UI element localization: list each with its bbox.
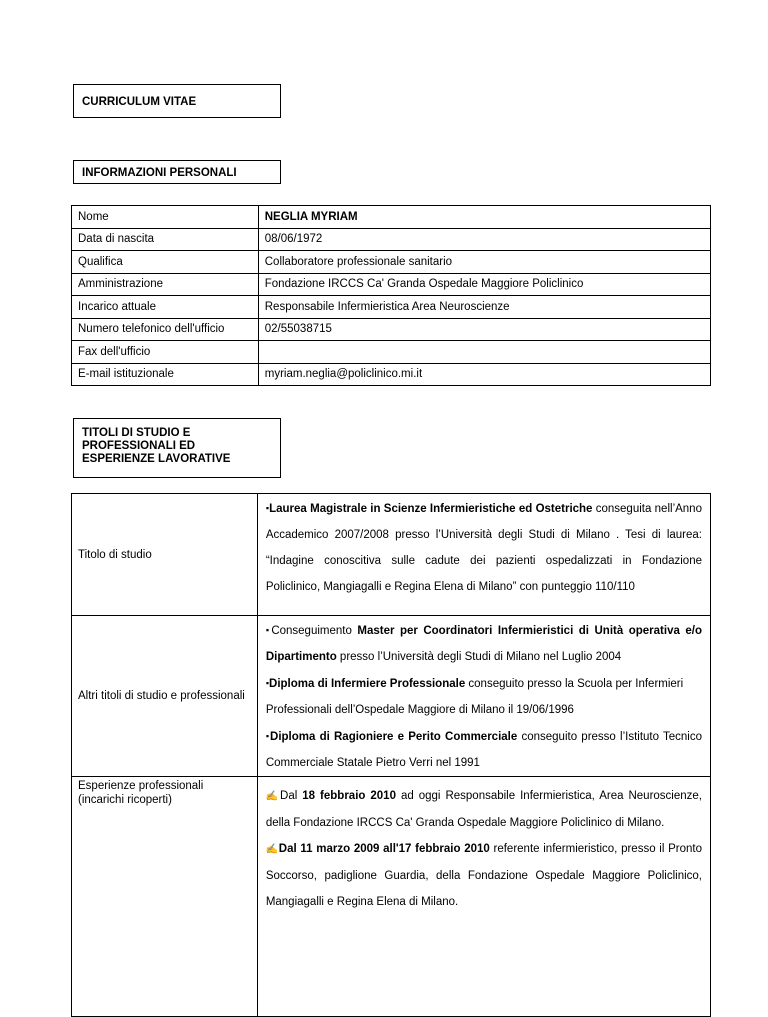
row-value bbox=[257, 616, 710, 777]
cv-title: CURRICULUM VITAE bbox=[82, 96, 197, 108]
experience-details: referente infermieristico, presso il Pronto Soccorso, padiglione Guardia, della Fondazione Ospedale Maggiore Policlinico, Mangiagalli e Regina Elena di Milano. bbox=[265, 843, 702, 908]
row-label: Incarico attuale bbox=[72, 296, 259, 319]
personal-section-title: INFORMAZIONI PERSONALI bbox=[82, 167, 237, 179]
title-entry-post: conseguito presso la Scuola per Infermieri Professionali dell’Ospedale Maggiore di Milano il 19/06/1996 bbox=[265, 678, 684, 716]
table-row bbox=[72, 273, 711, 296]
degree-title: Laurea Magistrale in Scienze Infermieristiche ed Ostetriche bbox=[269, 503, 593, 515]
experience-date: Dal 11 marzo 2009 all'17 febbraio 2010 bbox=[278, 843, 490, 855]
experience-pre: Dal bbox=[280, 790, 303, 802]
experience-label: Esperienze professionali (incarichi ricoperti) bbox=[78, 780, 204, 806]
row-label: Numero telefonico dell'ufficio bbox=[72, 318, 259, 341]
title-entry-bold: Diploma di Infermiere Professionale bbox=[269, 678, 466, 690]
table-row bbox=[72, 494, 711, 616]
degree-entry bbox=[266, 495, 702, 600]
studies-section-title-line: PROFESSIONALI ED bbox=[82, 440, 196, 452]
title-entry bbox=[266, 723, 702, 776]
square-bullet-icon: ▪ bbox=[265, 503, 270, 513]
row-value: NEGLIA MYRIAM bbox=[258, 206, 710, 229]
degree-details: conseguita nell’Anno Accademico 2007/2008 presso l’Università degli Studi di Milano . Tesi di laurea: “Indagine conoscitiva sulle cadute dei pazienti ospedalizzati in Fondazione Policlinico, Mangiagalli e Regina Elena di Milano” con punteggio 110/110 bbox=[265, 503, 702, 593]
experience-details: ad oggi Responsabile Infermieristica, Area Neuroscienze, della Fondazione IRCCS Ca' Granda Ospedale Maggiore Policlinico di Milano. bbox=[265, 790, 702, 829]
row-label: Fax dell'ufficio bbox=[72, 341, 259, 364]
row-label: Qualifica bbox=[72, 251, 259, 274]
square-bullet-icon: ▪ bbox=[265, 731, 271, 741]
table-row bbox=[72, 251, 711, 274]
title-entry bbox=[266, 617, 702, 670]
row-value: 08/06/1972 bbox=[258, 228, 710, 251]
studies-table bbox=[71, 493, 711, 1017]
table-row bbox=[72, 777, 711, 1017]
personal-section-title-box bbox=[73, 160, 281, 184]
pen-bullet-icon: ✍ bbox=[265, 791, 281, 802]
table-row bbox=[72, 363, 711, 386]
row-value: myriam.neglia@policlinico.mi.it bbox=[258, 363, 710, 386]
row-label: Amministrazione bbox=[72, 273, 259, 296]
experience-entry bbox=[266, 783, 702, 836]
title-entry-post: conseguito presso l’Istituto Tecnico Commerciale Statale Pietro Verri nel 1991 bbox=[265, 731, 702, 769]
row-label: Nome bbox=[72, 206, 259, 229]
table-row bbox=[72, 318, 711, 341]
row-value bbox=[257, 777, 710, 1017]
row-label: Data di nascita bbox=[72, 228, 259, 251]
experience-entry bbox=[266, 836, 702, 915]
table-row bbox=[72, 616, 711, 777]
row-value bbox=[257, 494, 710, 616]
table-row bbox=[72, 341, 711, 364]
pen-bullet-icon: ✍ bbox=[265, 844, 279, 855]
row-label: Altri titoli di studio e professionali bbox=[72, 616, 258, 777]
table-row bbox=[72, 206, 711, 229]
studies-section-title-line: ESPERIENZE LAVORATIVE bbox=[82, 453, 231, 465]
row-value: Fondazione IRCCS Ca' Granda Ospedale Maggiore Policlinico bbox=[258, 273, 710, 296]
row-label: E-mail istituzionale bbox=[72, 363, 259, 386]
row-value: Collaboratore professionale sanitario bbox=[258, 251, 710, 274]
table-row bbox=[72, 296, 711, 319]
row-value: Responsabile Infermieristica Area Neuroscienze bbox=[258, 296, 710, 319]
row-label bbox=[72, 777, 258, 1017]
studies-section-title bbox=[82, 427, 230, 466]
title-entry-pre: Conseguimento bbox=[271, 625, 358, 637]
row-label: Titolo di studio bbox=[72, 494, 258, 616]
square-bullet-icon: ▪ bbox=[265, 625, 272, 635]
title-entry bbox=[266, 670, 702, 723]
personal-info-table bbox=[71, 205, 711, 386]
studies-section-title-box bbox=[73, 418, 281, 478]
title-entry-post: presso l’Università degli Studi di Milano nel Luglio 2004 bbox=[336, 651, 622, 663]
row-value: 02/55038715 bbox=[258, 318, 710, 341]
studies-section-title-line: TITOLI DI STUDIO E bbox=[82, 427, 191, 439]
title-entry-bold: Master per Coordinatori Infermieristici di Unità operativa e/o Dipartimento bbox=[265, 625, 702, 663]
title-entry-bold: Diploma di Ragioniere e Perito Commerciale bbox=[270, 731, 518, 743]
row-value bbox=[258, 341, 710, 364]
table-row bbox=[72, 228, 711, 251]
cv-title-box bbox=[73, 84, 281, 118]
experience-date: 18 febbraio 2010 bbox=[302, 790, 396, 802]
square-bullet-icon: ▪ bbox=[265, 678, 270, 688]
